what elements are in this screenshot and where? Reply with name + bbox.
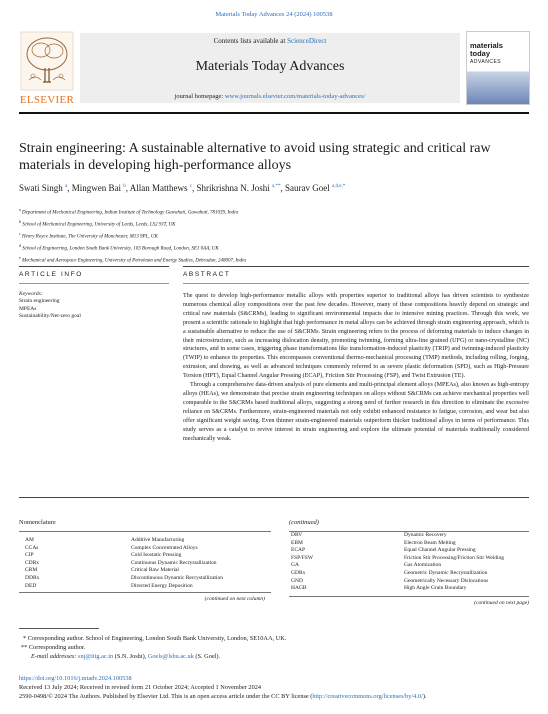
affiliation-item xyxy=(19,242,529,254)
license-line xyxy=(19,692,529,701)
email-link-joshi[interactable]: snj@iitg.ac.in xyxy=(78,653,114,660)
email-line xyxy=(19,652,529,661)
article-info-rule xyxy=(19,266,169,267)
abstract-paragraph: Through a comprehensive data-driven analysis of pure elements and multi-principal element alloys (MPEAs), also known as high-entropy alloys (HEAs), we demonstrate that precise strain engineering techniques on alloys without S&CRMs can achieve mechanical properties well comparable to the S&CRMs based traditional alloys, suggesting a strong need of further research in this direction to eliminate the excessive reliance on S&CRMs. Furthermore, strain-engineered materials not only exhibit enhanced resistance to fatigue, corrosion, and wear but also offer significant weight saving. Even thinner strain-engineered materials outperform thicker traditional alloys in terms of performance. This study serves as a catalyst to revive interest in strain engineering and explore the ultimate potential of materials traditionally considered mechanically weak. xyxy=(183,382,529,442)
article-footer xyxy=(19,674,529,701)
table-row xyxy=(19,567,271,575)
abstract-rule xyxy=(183,266,529,267)
definition: High Angle Grain Boundary xyxy=(404,585,467,592)
abbreviation: EBM xyxy=(291,539,303,546)
affiliation-list xyxy=(19,206,529,266)
journal-title: Materials Today Advances xyxy=(195,59,345,74)
abbreviation: ECAP xyxy=(291,547,306,554)
keywords-block xyxy=(19,291,169,320)
author-name[interactable]: Swati Singh xyxy=(19,183,63,193)
definition: Cold Isostatic Pressing xyxy=(131,552,182,559)
affiliation-text: Henry Royce Institute, The University of Manchester, M13 9PL, UK xyxy=(22,234,158,240)
continued-bottom-rule xyxy=(289,596,529,597)
affiliation-mark: a xyxy=(19,207,21,212)
contents-available-line xyxy=(80,37,460,45)
abstract-subrule xyxy=(183,283,529,284)
author-affil-mark[interactable]: a xyxy=(65,184,68,189)
nomenclature-bottom-rule xyxy=(19,592,271,593)
table-row xyxy=(19,583,271,591)
table-row xyxy=(289,540,529,548)
abbreviation: CIP xyxy=(25,552,34,559)
affiliation-text: School of Mechanical Engineering, University of Leeds, Leeds, LS2 9JT, UK xyxy=(22,222,176,228)
abbreviation: FSP/FSW xyxy=(291,554,314,561)
table-row xyxy=(19,560,271,568)
article-info-heading: ARTICLE INFO xyxy=(19,271,83,278)
author-affil-mark[interactable]: b xyxy=(123,184,126,189)
tree-logo-icon xyxy=(19,30,75,92)
author-name[interactable]: Saurav Goel xyxy=(285,183,330,193)
cover-title-line-2: today xyxy=(470,49,491,58)
affiliation-text: Department of Mechanical Engineering, Indian Institute of Technology Guwahati, Guwahati, 781039, India xyxy=(22,210,239,216)
definition: Directed Energy Deposition xyxy=(131,582,193,589)
abbreviation: GDRx xyxy=(291,569,306,576)
abbreviation: CDRx xyxy=(25,559,40,566)
affiliation-mark: c xyxy=(19,230,21,236)
journal-homepage-line xyxy=(80,93,460,100)
definition: Equal Channel Angular Pressing xyxy=(404,547,476,554)
table-row xyxy=(289,578,529,586)
definition: Friction Stir Processing/Friction Stir Welding xyxy=(404,554,504,561)
abbreviation: HAGB xyxy=(291,585,307,592)
affiliation-item xyxy=(19,230,529,242)
corresponding-author-1: * Corresponding author. School of Engineering, London South Bank University, London, SE10AA, UK. xyxy=(23,635,287,642)
abbreviation: DRV xyxy=(291,532,303,538)
author-affil-mark[interactable]: c xyxy=(189,184,192,189)
license-prefix: 2590-0498/© 2024 The Authors. Published by Elsevier Ltd. This is an open access article under the CC BY license ( xyxy=(19,693,313,700)
sciencedirect-link[interactable]: ScienceDirect xyxy=(287,37,327,45)
abbreviation: CRM xyxy=(25,567,38,574)
keywords-label: Keywords: xyxy=(19,291,43,297)
keyword-item: Strain engineering xyxy=(19,298,60,305)
table-row xyxy=(289,532,529,540)
abbreviation: GND xyxy=(291,577,303,584)
abstract-end-rule xyxy=(19,497,529,498)
definition: Continuous Dynamic Recrystallization xyxy=(131,559,217,566)
affiliation-mark: e xyxy=(19,254,21,260)
abstract-heading: ABSTRACT xyxy=(183,271,231,278)
table-row xyxy=(289,555,529,563)
publisher-name: ELSEVIER xyxy=(19,94,75,106)
definition: Gas Atomization xyxy=(404,562,442,569)
abbreviation: GA xyxy=(291,562,299,569)
table-row xyxy=(289,547,529,555)
affiliation-item xyxy=(19,206,529,218)
article-info-subrule xyxy=(19,283,169,284)
table-row xyxy=(289,570,529,578)
nomenclature-table-right xyxy=(289,532,529,593)
cover-title xyxy=(470,42,528,66)
definition: Critical Raw Material xyxy=(131,567,179,574)
cover-title-line-3: ADVANCES xyxy=(470,59,502,65)
author-name[interactable]: Mingwen Bai xyxy=(71,183,121,193)
nomenclature-heading: Nomenclature xyxy=(19,519,56,526)
affiliation-mark: d xyxy=(19,242,21,248)
license-link[interactable]: http://creativecommons.org/licenses/by/4.0/ xyxy=(312,693,423,700)
affiliation-item xyxy=(19,254,529,266)
definition: Electron Beam Melting xyxy=(404,539,456,546)
corresponding-author-2: ** Corresponding author. xyxy=(21,644,86,651)
contents-prefix: Contents lists available at xyxy=(213,37,288,45)
affiliation-mark: b xyxy=(19,218,21,224)
affiliation-text: School of Engineering, London South Bank University, 103 Borough Road, London, SE1 0AA, UK xyxy=(22,246,219,252)
abstract-body xyxy=(183,292,529,443)
author-name[interactable]: Allan Matthews xyxy=(129,183,188,193)
table-row xyxy=(289,585,529,593)
definition: Discontinuous Dynamic Recrystallization xyxy=(131,574,223,581)
elsevier-tree-logo xyxy=(19,30,75,102)
nomenclature-top-rule xyxy=(19,531,271,532)
abstract-paragraph: The quest to develop high-performance metallic alloys with properties superior to traditional alloys has driven scientists to synthesize numerous chemical alloy compositions over the past few decades. However, many of these compositions heavily depend on strategic and critical raw materials (S&CRMs), leading to significant environmental impacts due to intensive mining practices. Through this work, we present a scientific rationale to highlight that high performance in metal alloys can be achieved through strain engineering approach, which is a sustainable alternative to reduce the use of S&CRMs. Strain engineering refers to the process of deforming materials to induce changes in their microstructure, such as increasing dislocation density, promoting twinning, forming ultra-fine grained (UFG) or nano-crystalline (NC) structures, and in some cases, triggering phase transformations like transformation-induced plasticity (TRIP) and twinning-induced plasticity (TWIP) to enhance its properties. This encompasses conventional thermo-mechanical processing (TMP) methods, including rolling, forging, extrusion, and drawing, as well as advanced techniques commonly referred to as severe plastic deformation (SPD), such as High-Pressure Torsion (HPT), Equal Channel Angular Pressing (ECAP), Friction Stir Processing (FSP), and Twist Extrusion (TE). xyxy=(183,293,529,380)
footnote-rule xyxy=(19,628,99,629)
continued-heading: (continued) xyxy=(289,519,319,526)
abbreviation: DED xyxy=(25,582,37,589)
author-list: Swati Singh $^a$, Mingwen Bai $^b$, Allan Matthews $^c$, Shrikrishna N. Joshi $^{a,**}$, Saurav Goel $^{a,d,e,*}$ xyxy=(19,183,346,193)
email-link-goel[interactable]: Goels@lsbu.ac.uk xyxy=(147,653,194,660)
definition: Geometrically Necessary Dislocations xyxy=(404,577,489,584)
nomenclature-table-left xyxy=(19,537,271,590)
author-affil-mark[interactable]: a,** xyxy=(272,184,281,189)
received-dates: Received 13 July 2024; Received in revised form 21 October 2024; Accepted 1 November 2024 xyxy=(19,684,262,691)
footnotes xyxy=(19,634,529,661)
keyword-item: MPEAs xyxy=(19,305,37,312)
table-row xyxy=(289,562,529,570)
continued-next-page-note: (continued on next page) xyxy=(474,600,529,606)
table-row xyxy=(19,575,271,583)
keyword-item: Sustainability/Net-zero goal xyxy=(19,312,81,319)
table-row xyxy=(19,545,271,553)
author-name[interactable]: Shrikrishna N. Joshi xyxy=(196,183,270,193)
table-row xyxy=(19,537,271,545)
definition: Dynamic Recovery xyxy=(404,532,447,538)
license-suffix: ). xyxy=(422,693,427,700)
abbreviation: AM xyxy=(25,537,34,543)
abbreviation: DDRx xyxy=(25,574,40,581)
homepage-prefix: journal homepage: xyxy=(174,93,225,100)
affiliation-text: Mechanical and Aerospace Engineering, University of Petroleum and Energy Studies, Dehradun, 248007, India xyxy=(22,258,247,264)
author-affil-mark[interactable]: a,d,e,* xyxy=(332,184,346,189)
email-owner: (S.N. Joshi), xyxy=(113,653,148,660)
article-title: Strain engineering: A sustainable alternative to avoid using strategic and critical raw materials in developing high-performance alloys xyxy=(19,141,491,173)
cover-title-line-1: materials xyxy=(470,41,503,50)
definition: Additive Manufacturing xyxy=(131,537,185,543)
email-prefix: E-mail addresses: xyxy=(31,653,78,660)
email-owner: (S. Goel). xyxy=(193,653,221,660)
header-divider xyxy=(19,112,529,114)
journal-homepage-link[interactable]: www.journals.elsevier.com/materials-today-advances/ xyxy=(224,93,366,100)
definition: Geometric Dynamic Recrystallization xyxy=(404,569,488,576)
abbreviation: CCAs xyxy=(25,544,39,551)
continued-next-column-note: (continued on next column) xyxy=(204,596,265,602)
affiliation-item xyxy=(19,218,529,230)
journal-reference[interactable]: Materials Today Advances 24 (2024) 100538 xyxy=(215,11,333,18)
table-row xyxy=(19,552,271,560)
doi-link[interactable]: https://doi.org/10.1016/j.mtadv.2024.100538 xyxy=(19,675,132,682)
definition: Complex Concentrated Alloys xyxy=(131,544,198,551)
